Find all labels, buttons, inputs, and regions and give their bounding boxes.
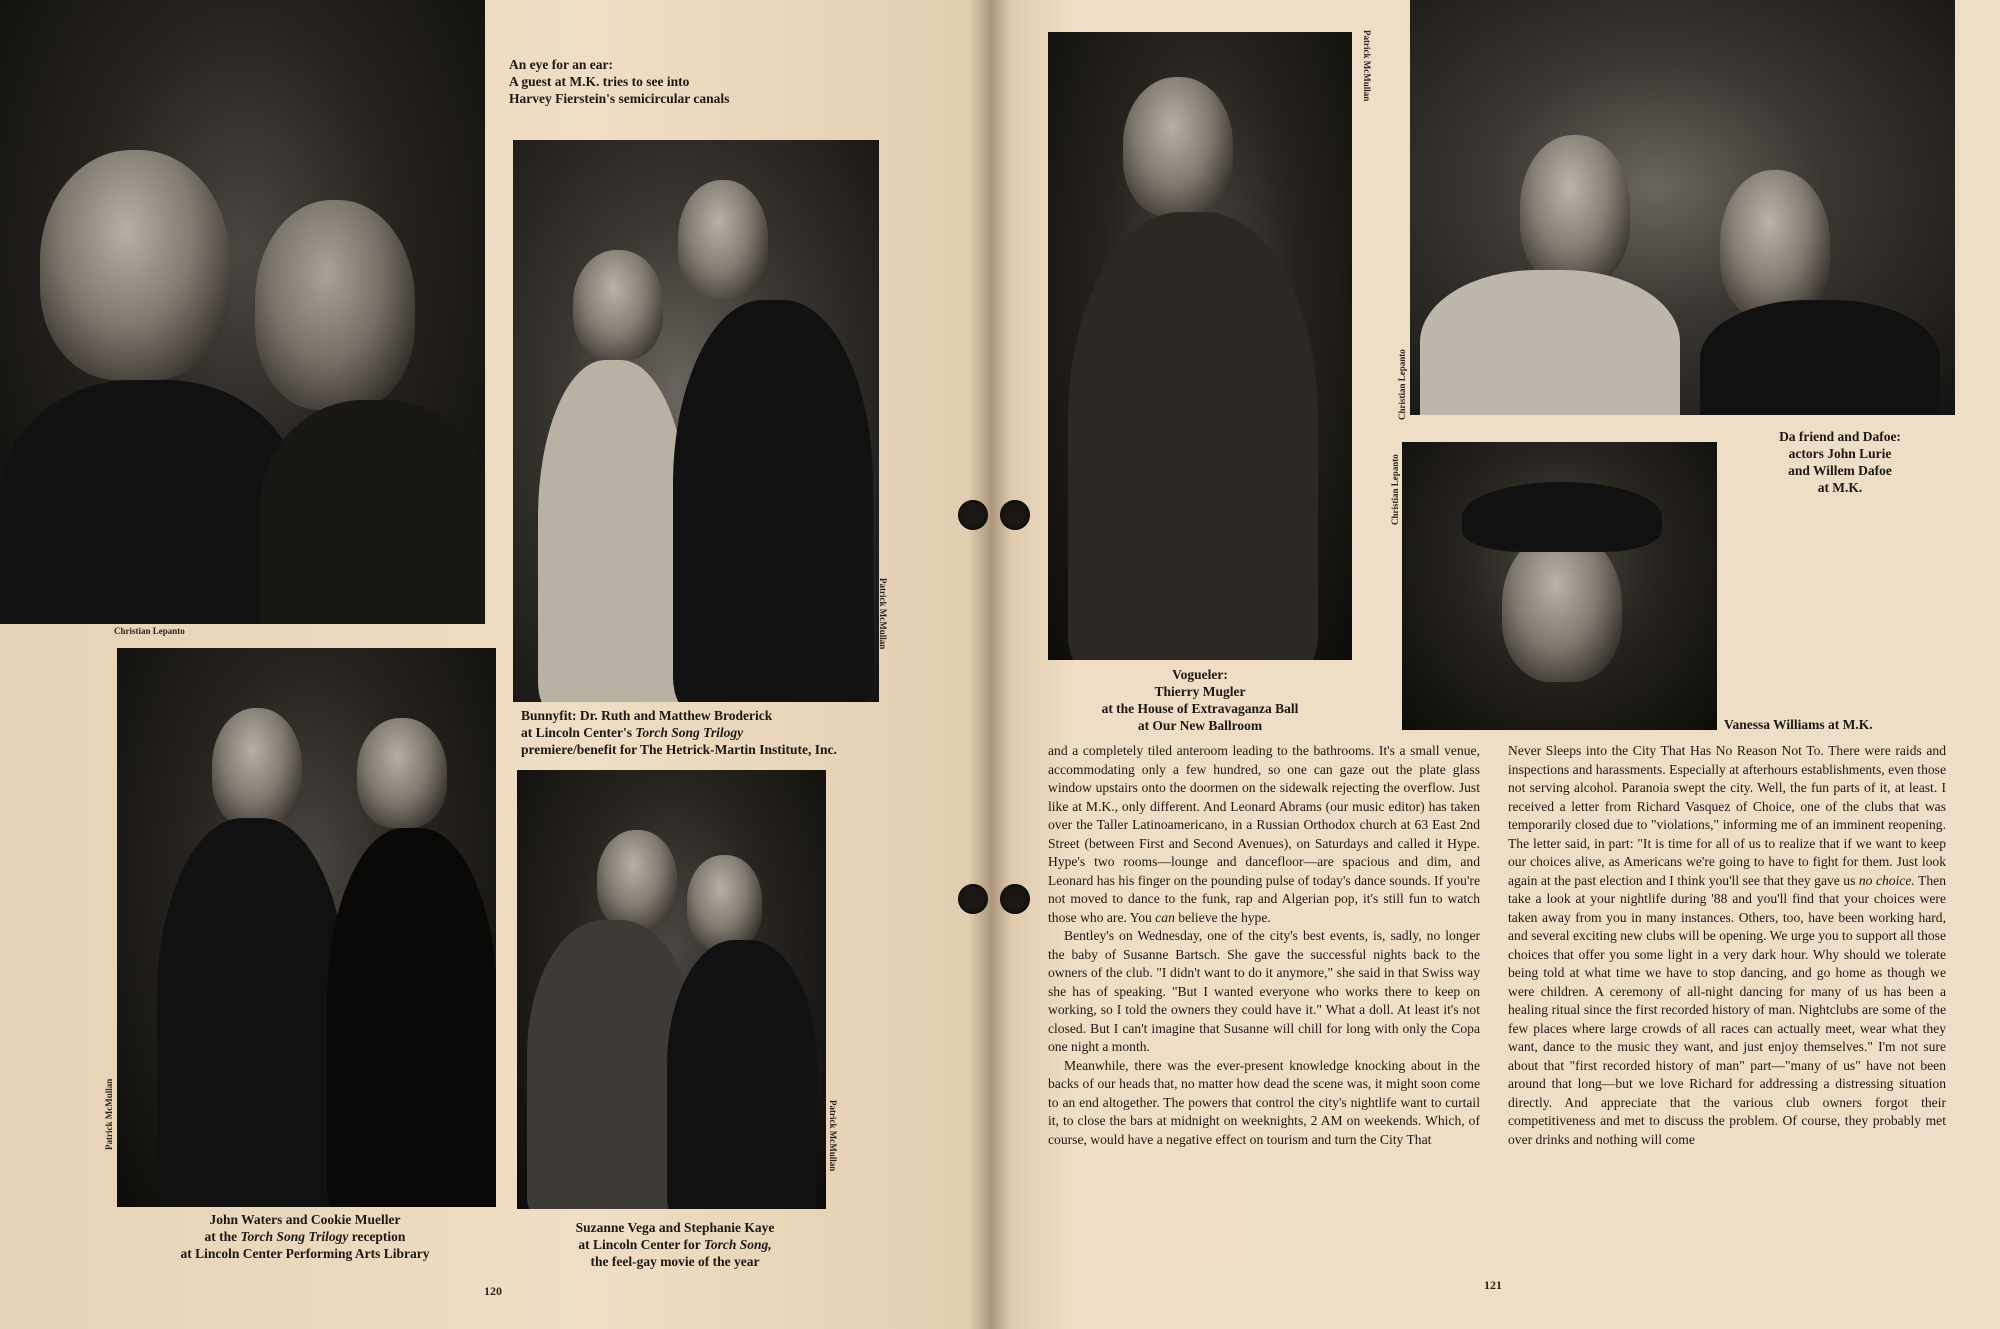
photo-figure bbox=[1520, 135, 1630, 285]
photo-credit: Patrick McMullan bbox=[878, 578, 888, 650]
photo-figure-body bbox=[327, 828, 496, 1207]
photo-figure bbox=[40, 150, 230, 380]
page-number-left: 120 bbox=[484, 1284, 502, 1298]
article-paragraph: Meanwhile, there was the ever-present knowledge knocking about in the backs of our heads that, no matter how dead the scene was, it might soon come to an end altogether. The powers that control the city's nightlife want to curtail it, to close the bars at midnight on weeknights, 2 AM on weekends. Which, of course, would have a negative effect on tourism and turn the City That bbox=[1048, 1057, 1480, 1147]
caption-john-waters: John Waters and Cookie Mueller at the Torch Song Trilogy reception at Lincoln Center Performing Arts Library bbox=[180, 1212, 430, 1261]
photo-figure bbox=[1502, 532, 1622, 682]
spine-gutter bbox=[968, 0, 1012, 1329]
caption-bunnyfit: Bunnyfit: Dr. Ruth and Matthew Broderick at Lincoln Center's Torch Song Trilogy premiere/benefit for The Hetrick-Martin Institute, Inc. bbox=[521, 708, 837, 757]
photo-credit: Christian Lepanto bbox=[1390, 454, 1400, 525]
photo-figure bbox=[1720, 170, 1830, 320]
photo-figure-body bbox=[1068, 212, 1318, 660]
photo-credit: Christian Lepanto bbox=[1397, 349, 1407, 420]
photo-credit: Patrick McMullan bbox=[828, 1100, 838, 1172]
photo-figure bbox=[573, 250, 663, 360]
page-number-right: 121 bbox=[1484, 1278, 1502, 1292]
binder-hole bbox=[1000, 500, 1030, 530]
photo-figure-body bbox=[1420, 270, 1680, 415]
photo-figure bbox=[678, 180, 768, 300]
photo-credit: Christian Lepanto bbox=[114, 626, 185, 636]
photo-figure-body bbox=[157, 818, 347, 1207]
binder-hole bbox=[1000, 884, 1030, 914]
article-paragraph: Bentley's on Wednesday, one of the city's best events, is, sadly, no longer the baby of Susanne Bartsch. She gave the successful nights back to the owners of the club. "I didn't want to do it anymore," she said in that Swiss way she has of speaking. "But I wanted everyone who works there to keep on working, so I told the owners they could have it." What a doll. At least it's not closed. But I can't imagine that Susanne will chill for long with only the Copa one night a month. bbox=[1048, 928, 1480, 1054]
photo-figure-body bbox=[1700, 300, 1940, 415]
photo-figure bbox=[212, 708, 302, 828]
photo-lurie-dafoe bbox=[1410, 0, 1955, 415]
photo-credit: Patrick McMullan bbox=[104, 1078, 114, 1150]
caption-eye-for-ear: An eye for an ear: A guest at M.K. tries to see into Harvey Fierstein's semicircular canals bbox=[509, 57, 730, 106]
photo-figure-body bbox=[1462, 482, 1662, 552]
photo-figure bbox=[687, 855, 762, 950]
photo-figure bbox=[255, 200, 415, 410]
photo-figure-body bbox=[260, 400, 485, 624]
photo-credit: Patrick McMullan bbox=[1362, 30, 1372, 102]
binder-hole bbox=[958, 884, 988, 914]
photo-figure-body bbox=[0, 380, 300, 624]
photo-thierry-mugler bbox=[1048, 32, 1352, 660]
caption-suzanne-vega: Suzanne Vega and Stephanie Kaye at Lincoln Center for Torch Song, the feel-gay movie of the year bbox=[575, 1220, 775, 1269]
photo-harvey-fierstein bbox=[0, 0, 485, 624]
photo-figure-body bbox=[673, 300, 873, 702]
caption-vogueler: Vogueler: Thierry Mugler at the House of Extravaganza Ball at Our New Ballroom bbox=[1101, 667, 1299, 733]
photo-john-waters-cookie-mueller bbox=[117, 648, 496, 1207]
caption-vanessa-williams: Vanessa Williams at M.K. bbox=[1724, 717, 1873, 732]
photo-figure bbox=[597, 830, 677, 930]
article-paragraph: and a completely tiled anteroom leading to the bathrooms. It's a small venue, accommodating only a few hundred, so one can gaze out the plate glass window upstairs onto the doormen on the sidewalk rejecting the overflow. Just like at M.K., only different. And Leonard Abrams (our music editor) has taken over the Taller Latinoamericano, in a Russian Orthodox church at 63 East 2nd Street (between First and Second Avenues), on Saturdays and called it Hype. Hype's two rooms—lounge and dancefloor—are spacious and dim, and Leonard has his finger on the pounding pulse of today's dance sounds. If you're not moved to dance to the funk, rap and Algerian pop, it's still fun to watch those who are. You can believe the hype. bbox=[1048, 743, 1480, 925]
binder-hole bbox=[958, 500, 988, 530]
article-column-1 bbox=[1048, 742, 1480, 1149]
article-column-2 bbox=[1508, 742, 1946, 1149]
photo-figure bbox=[1123, 77, 1233, 217]
photo-dr-ruth-broderick bbox=[513, 140, 879, 702]
photo-figure-body bbox=[538, 360, 688, 702]
caption-da-friend-dafoe: Da friend and Dafoe: actors John Lurie and Willem Dafoe at M.K. bbox=[1779, 429, 1901, 495]
photo-figure-body bbox=[667, 940, 817, 1209]
article-paragraph: Never Sleeps into the City That Has No Reason Not To. There were raids and inspections and harassments. Especially at afterhours establishments, even those not serving alcohol. Paranoia swept the city. Well, the fun parts of it, at least. I received a letter from Richard Vasquez of Choice, one of the clubs that was temporarily closed due to "violations," informing me of an imminent reopening. The letter said, in part: "It is time for all of us to realize that if we want to keep our choices alive, as Americans we're going to have to fight for them. Just look again at the past election and I think you'll see that they gave us no choice. Then take a look at your nightlife during '88 and you'll find that your choices were taken away from you in many instances. Others, too, have been working hard, and several exciting new clubs will be opening. We urge you to support all those choices that offer you some light in a very dark hour. Why should we tolerate being told at what time we have to stop dancing, and go home as though we were children. A ceremony of all-night dancing for many of us has been a healing ritual since the first recorded history of man. Nightclubs are some of the few places where large crowds of all races can actually meet, wear what they want, dance to the music they want, and just enjoy themselves." I'm not sure about that "first recorded history of man" part—"many of us" have not been around that long—but we love Richard for addressing a distressing situation directly. And appreciate that the various club owners forgot their competitiveness and met to discuss the problem. Of course, they probably met over drinks and nothing will come bbox=[1508, 743, 1946, 1147]
photo-vanessa-williams bbox=[1402, 442, 1717, 730]
photo-figure bbox=[357, 718, 447, 828]
photo-suzanne-vega-stephanie-kaye bbox=[517, 770, 826, 1209]
